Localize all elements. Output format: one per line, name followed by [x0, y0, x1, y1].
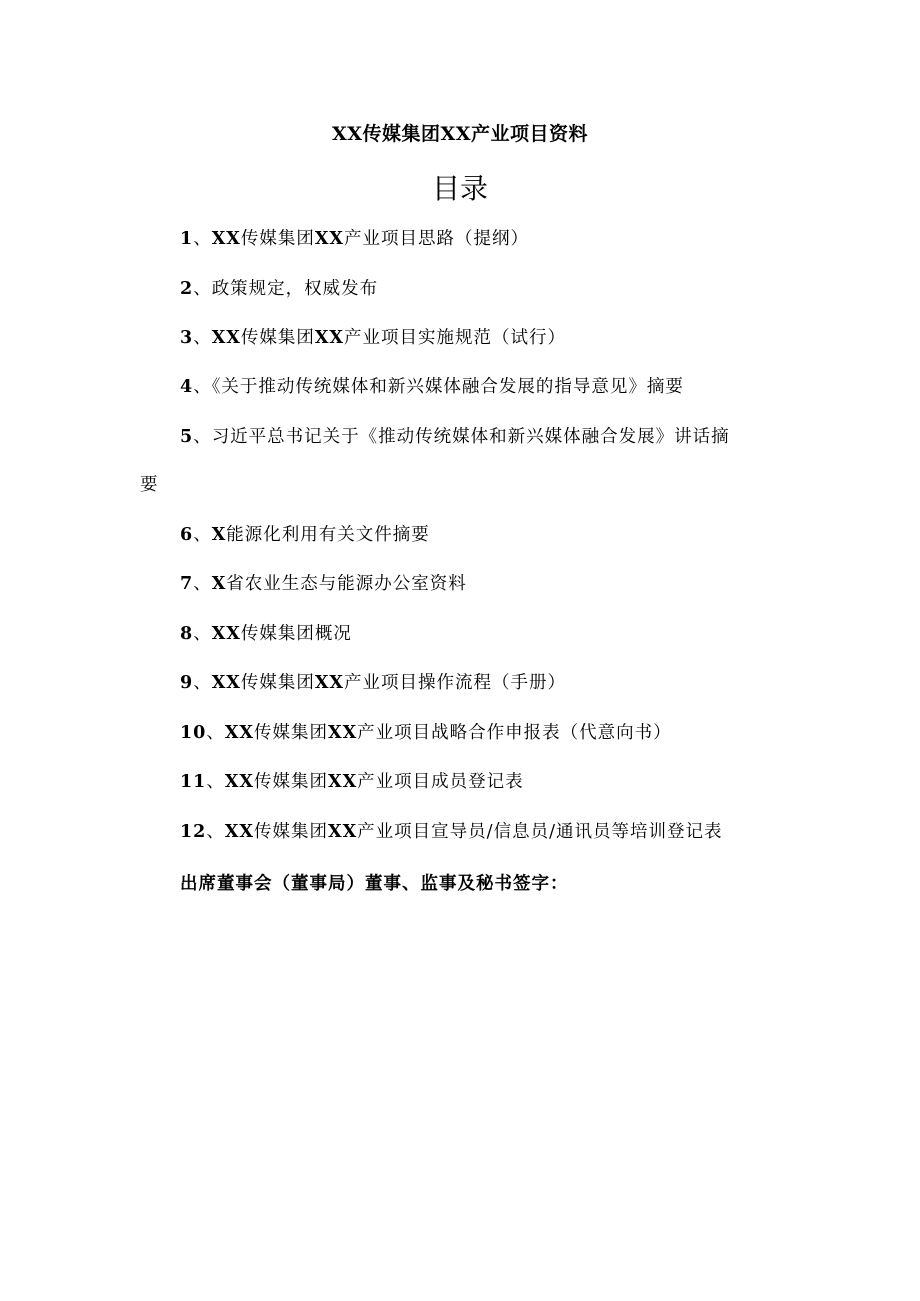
toc-item-separator: 、 [206, 772, 225, 792]
toc-item [140, 326, 790, 350]
toc-item-continuation: 要 [140, 475, 159, 495]
toc-item-number: 3 [180, 328, 194, 348]
signature-line: 出席董事会（董事局）董事、监事及秘书签字： [180, 874, 569, 894]
toc-item-separator: 、 [193, 624, 212, 644]
toc-item-text: 产业项目战略合作申报表（代意向书） [357, 723, 672, 743]
toc-item-separator: 、 [193, 328, 212, 348]
toc-item-text: 传媒集团概况 [240, 624, 352, 644]
toc-item [140, 770, 790, 794]
toc-item-separator: 、 [193, 377, 212, 397]
toc-item-text: 产业项目成员登记表 [357, 772, 524, 792]
toc-item-text: XX [211, 229, 241, 249]
toc-item-text: XX [224, 772, 255, 792]
toc-item-text: XX [211, 673, 241, 693]
toc-item-number: 8 [180, 624, 194, 644]
toc-heading: 目录 [431, 172, 488, 205]
toc-item-text: 传媒集团 [254, 822, 329, 842]
toc-item-text: XX [224, 822, 255, 842]
toc-item-text: XX [328, 822, 358, 842]
toc-item [140, 721, 790, 745]
toc-item-separator: 、 [193, 279, 212, 299]
toc-item-text: 产业项目实施规范（试行） [344, 328, 566, 348]
toc-item-text: 传媒集团 [254, 723, 329, 743]
toc-item-text: XX [211, 328, 241, 348]
toc-item-text: XX [314, 328, 344, 348]
toc-item-text: 省农业生态与能源办公室资料 [226, 574, 467, 594]
toc-item-text: 习近平总书记关于《推动传统媒体和新兴媒体融合发展》讲话摘 [211, 427, 730, 447]
toc-item-text: 能源化利用有关文件摘要 [226, 525, 430, 545]
toc-item-separator: 、 [193, 574, 212, 594]
toc-item-text: XX [314, 673, 344, 693]
toc-item-separator: 、 [206, 822, 225, 842]
toc-item-number: 7 [180, 574, 194, 594]
toc-item-separator: 、 [193, 229, 212, 249]
toc-item-number: 10 [180, 723, 207, 743]
toc-item [140, 277, 790, 301]
toc-item-text: 产业项目思路（提纲） [344, 229, 529, 249]
toc-item-text: XX [314, 229, 344, 249]
toc-item-number: 2 [180, 279, 194, 299]
toc-item [140, 425, 790, 449]
toc-item-text: 政策规定，权威发布 [211, 279, 379, 299]
toc-item-number: 12 [180, 822, 207, 842]
toc-item-text: 传媒集团 [240, 673, 315, 693]
toc-item-text: 传媒集团 [240, 328, 315, 348]
toc-item-number: 11 [180, 772, 207, 792]
toc-item-text: XX [211, 624, 241, 644]
toc-item [140, 671, 790, 695]
toc-item-number: 9 [180, 673, 194, 693]
toc-item-separator: 、 [193, 427, 212, 447]
toc-item-text: 产业项目宣导员/信息员/通讯员等培训登记表 [357, 822, 723, 842]
toc-item-separator: 、 [193, 525, 212, 545]
toc-item-separator: 、 [193, 673, 212, 693]
toc-item-separator: 、 [206, 723, 225, 743]
toc-item [140, 820, 790, 844]
toc-item-text: XX [328, 772, 358, 792]
toc-item-text: XX [328, 723, 358, 743]
toc-item-text: 《关于推动传统媒体和新兴媒体融合发展的指导意见》摘要 [211, 377, 684, 397]
toc-item [140, 523, 790, 547]
toc-item [140, 622, 790, 646]
toc-item-text: 传媒集团 [254, 772, 329, 792]
toc-item-text: XX [224, 723, 255, 743]
toc-item-number: 6 [180, 525, 194, 545]
toc-item-number: 5 [180, 427, 194, 447]
toc-item [140, 227, 790, 251]
toc-item-text: 传媒集团 [240, 229, 315, 249]
toc-item-text: 产业项目操作流程（手册） [344, 673, 566, 693]
toc-item-text: X [211, 525, 227, 545]
toc-item-number: 4 [180, 377, 194, 397]
toc-item-number: 1 [180, 229, 194, 249]
toc-item [140, 375, 790, 399]
toc-item [140, 572, 790, 596]
toc-item-text: X [211, 574, 227, 594]
document-title: XX传媒集团XX产业项目资料 [332, 123, 588, 145]
